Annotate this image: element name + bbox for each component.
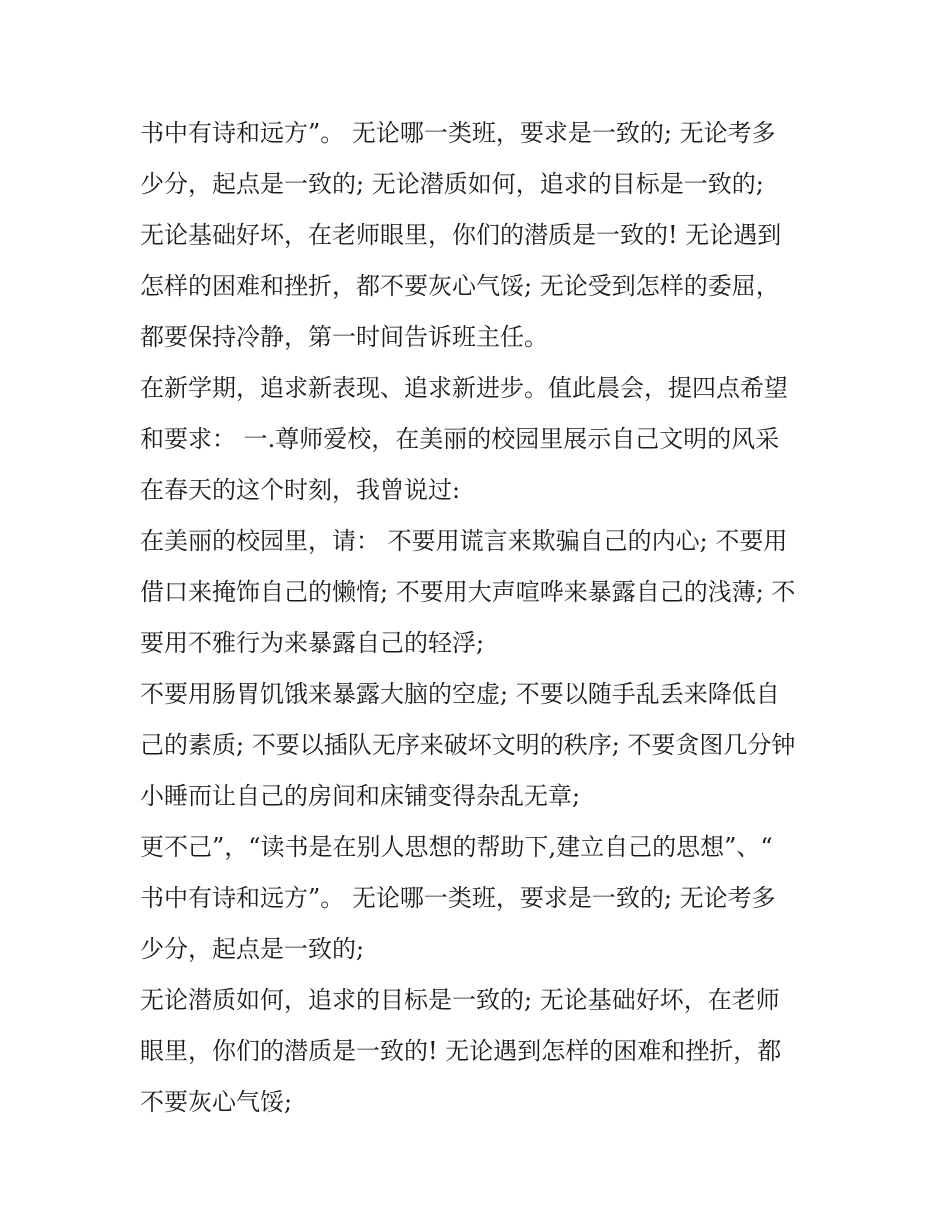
- text-line: 怎样的困难和挫折，都不要灰心气馁; 无论受到怎样的委屈，: [140, 272, 780, 300]
- text-line: 无论基础好坏，在老师眼里，你们的潜质是一致的! 无论遇到: [140, 221, 782, 249]
- text-line: 少分，起点是一致的; 无论潜质如何，追求的目标是一致的;: [140, 170, 764, 198]
- text-line: 借口来掩饰自己的懒惰; 不要用大声喧哗来暴露自己的浅薄; 不: [140, 578, 796, 606]
- text-line: 书中有诗和远方”。 无论哪一类班，要求是一致的; 无论考多: [140, 119, 776, 147]
- text-line: 在新学期，追求新表现、追求新进步。值此晨会，提四点希望: [140, 374, 788, 402]
- text-line: 在美丽的校园里，请： 不要用谎言来欺骗自己的内心; 不要用: [140, 527, 788, 555]
- text-line: 都要保持冷静，第一时间告诉班主任。: [140, 323, 548, 351]
- text-line: 书中有诗和远方”。 无论哪一类班，要求是一致的; 无论考多: [140, 884, 776, 912]
- text-line: 更不己”，“读书是在别人思想的帮助下,建立自己的思想”、“: [140, 833, 773, 861]
- text-line: 不要用肠胃饥饿来暴露大脑的空虚; 不要以随手乱丢来降低自: [140, 680, 780, 708]
- text-line: 小睡而让自己的房间和床铺变得杂乱无章;: [140, 782, 581, 810]
- body-text: [140, 108, 820, 1128]
- text-line: 在春天的这个时刻，我曾说过:: [140, 476, 461, 504]
- text-line: 和要求： 一.尊师爱校，在美丽的校园里展示自己文明的风采: [140, 425, 780, 453]
- text-line: 不要灰心气馁;: [140, 1088, 293, 1116]
- text-line: 己的素质; 不要以插队无序来破坏文明的秩序; 不要贪图几分钟: [140, 731, 796, 759]
- text-line: 少分，起点是一致的;: [140, 935, 365, 963]
- text-line: 眼里，你们的潜质是一致的! 无论遇到怎样的困难和挫折，都: [140, 1037, 782, 1065]
- text-line: 要用不雅行为来暴露自己的轻浮;: [140, 629, 485, 657]
- text-line: 无论潜质如何，追求的目标是一致的; 无论基础好坏，在老师: [140, 986, 780, 1014]
